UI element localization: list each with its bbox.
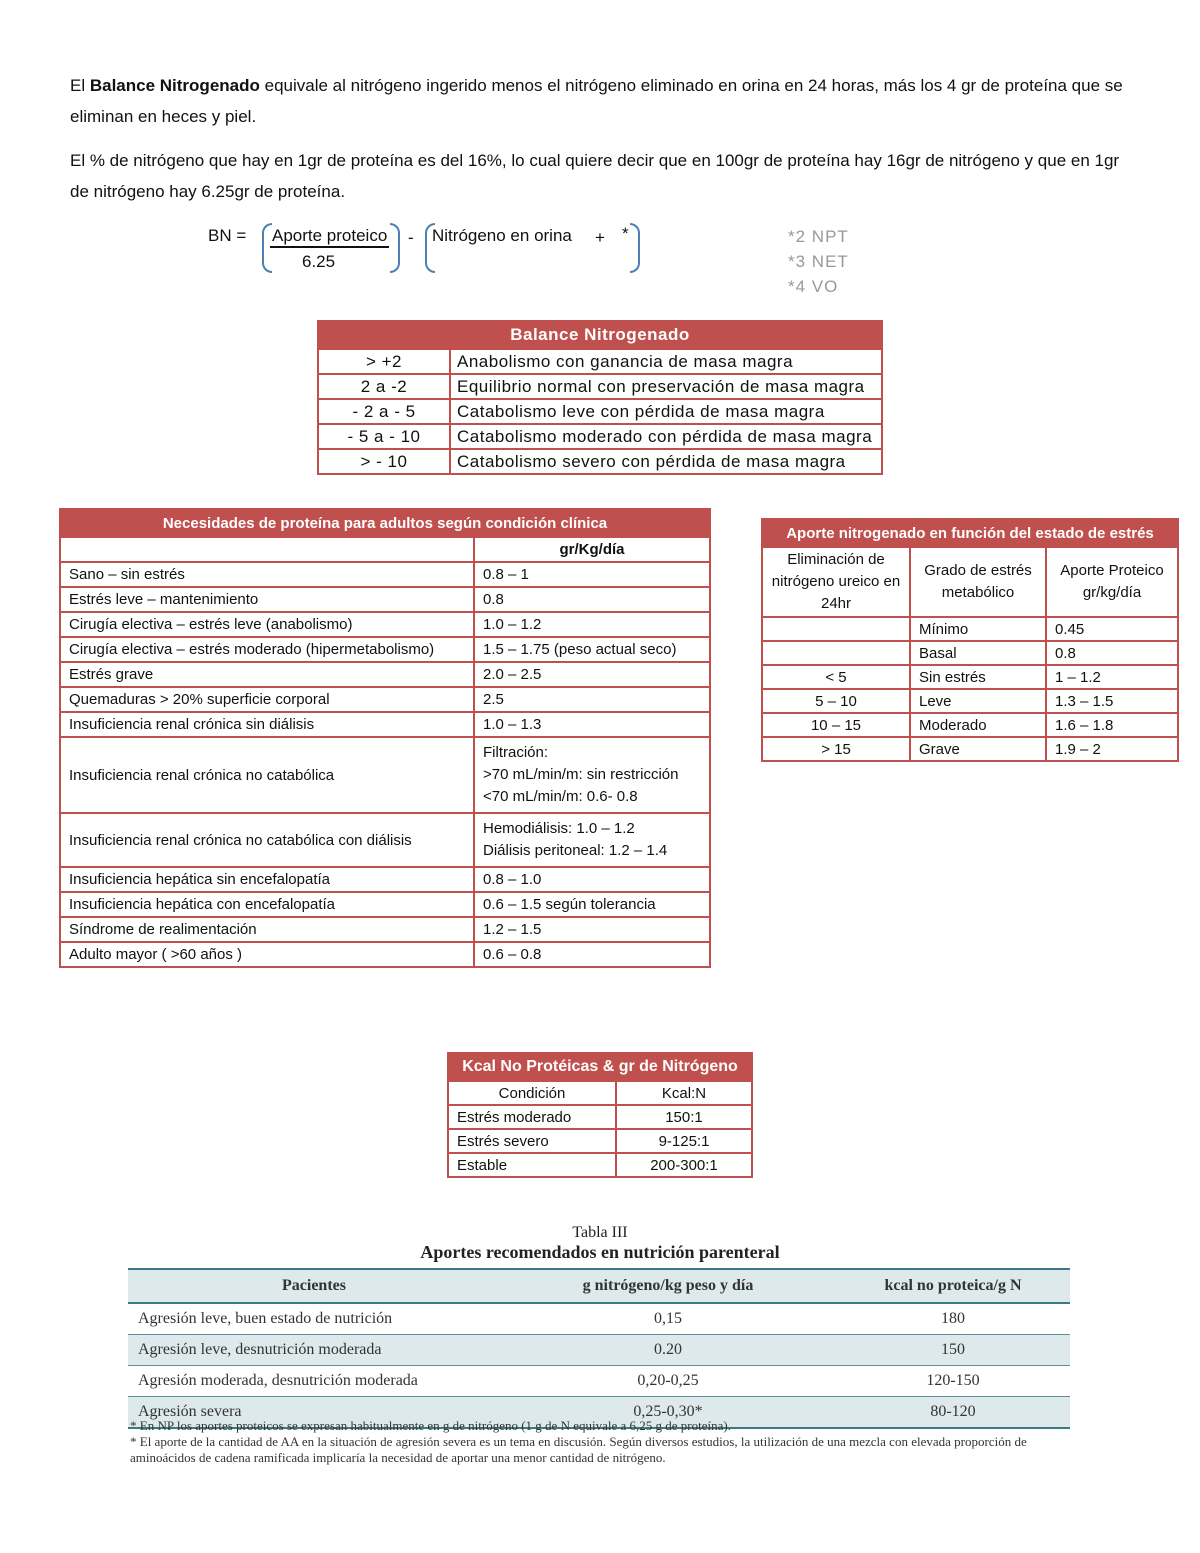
value-cell: 2.5	[474, 687, 710, 712]
nitrogen-cell: 0,20-0,25	[500, 1366, 836, 1397]
kcal-header-ratio: Kcal:N	[616, 1081, 752, 1105]
protein-cell: 1.6 – 1.8	[1046, 713, 1178, 737]
note-net: *3 NET	[788, 252, 849, 271]
formula-plus: +	[595, 228, 605, 247]
table-row	[448, 1105, 752, 1129]
stress-header-elim: Eliminación de nitrógeno ureico en 24hr	[762, 547, 910, 617]
condition-cell: Cirugía electiva – estrés moderado (hipermetabolismo)	[60, 637, 474, 662]
intro-paragraph-1	[70, 70, 1130, 132]
condition-cell: Insuficiencia renal crónica no catabólica	[60, 737, 474, 813]
elim-cell: > 15	[762, 737, 910, 761]
value-cell: 0.6 – 0.8	[474, 942, 710, 967]
formula-numerator: Aporte proteico	[270, 226, 389, 248]
intro-paragraph-2: El % de nitrógeno que hay en 1gr de proteína es del 16%, lo cual quiere decir que en 100gr de proteína hay 16gr de nitrógeno y que en 1gr de nitrógeno hay 6.25gr de proteína.	[70, 151, 1120, 201]
condition-cell: Adulto mayor ( >60 años )	[60, 942, 474, 967]
table-row	[60, 892, 710, 917]
kcal-condition: Estrés severo	[448, 1129, 616, 1153]
balance-desc: Catabolismo severo con pérdida de masa magra	[450, 449, 882, 474]
intro-rest: equivale al nitrógeno ingerido menos el nitrógeno eliminado en orina en 24 horas, más los 4 gr de proteína que se eliminan en heces y piel.	[70, 76, 1123, 126]
table-row	[128, 1303, 1070, 1335]
patient-cell: Agresión leve, desnutrición moderada	[128, 1335, 500, 1366]
table-row	[60, 737, 710, 813]
value-cell: 1.0 – 1.3	[474, 712, 710, 737]
condition-cell: Cirugía electiva – estrés leve (anabolismo)	[60, 612, 474, 637]
table-row	[60, 942, 710, 967]
stress-table-title: Aporte nitrogenado en función del estado de estrés	[762, 519, 1178, 547]
table-row	[60, 662, 710, 687]
table-row	[60, 587, 710, 612]
table-row	[318, 399, 882, 424]
table-row	[60, 813, 710, 867]
condition-cell: Síndrome de realimentación	[60, 917, 474, 942]
table-row	[762, 665, 1178, 689]
balance-desc: Equilibrio normal con preservación de masa magra	[450, 374, 882, 399]
protein-header-blank	[60, 537, 474, 562]
table-row	[128, 1366, 1070, 1397]
grade-cell: Mínimo	[910, 617, 1046, 641]
protein-col-header: gr/Kg/día	[474, 537, 710, 562]
value-cell: 0.6 – 1.5 según tolerancia	[474, 892, 710, 917]
grade-cell: Sin estrés	[910, 665, 1046, 689]
condition-cell: Estrés grave	[60, 662, 474, 687]
condition-cell: Insuficiencia renal crónica no catabólica con diálisis	[60, 813, 474, 867]
protein-cell: 0.45	[1046, 617, 1178, 641]
protein-needs-table	[59, 508, 711, 968]
kcal-ratio: 9-125:1	[616, 1129, 752, 1153]
value-cell	[474, 737, 710, 813]
balance-range: > +2	[318, 349, 450, 374]
balance-range: - 5 a - 10	[318, 424, 450, 449]
stress-table	[761, 518, 1179, 762]
elim-cell: 5 – 10	[762, 689, 910, 713]
table-row	[60, 867, 710, 892]
grade-cell: Leve	[910, 689, 1046, 713]
table-row	[318, 349, 882, 374]
condition-cell: Estrés leve – mantenimiento	[60, 587, 474, 612]
right-brace	[390, 223, 400, 273]
table-row	[762, 689, 1178, 713]
balance-desc: Catabolismo moderado con pérdida de masa magra	[450, 424, 882, 449]
grade-cell: Basal	[910, 641, 1046, 665]
tabla3-header-patients: Pacientes	[128, 1269, 500, 1303]
value-line: Diálisis peritoneal: 1.2 – 1.4	[483, 842, 668, 859]
protein-cell: 0.8	[1046, 641, 1178, 665]
formula-second-term: Nitrógeno en orina	[432, 226, 572, 245]
kcal-table-title: Kcal No Protéicas & gr de Nitrógeno	[448, 1053, 752, 1081]
nitrogen-cell: 0,25-0,30*	[500, 1397, 836, 1429]
kcal-cell: 150	[836, 1335, 1070, 1366]
formula-notes	[788, 224, 849, 299]
tabla3-title: Aportes recomendados en nutrición parenteral	[420, 1242, 780, 1262]
kcal-condition: Estable	[448, 1153, 616, 1177]
elim-cell	[762, 641, 910, 665]
value-cell: 0.8	[474, 587, 710, 612]
table-row	[318, 374, 882, 399]
formula-minus: -	[408, 228, 414, 247]
kcal-cell: 180	[836, 1303, 1070, 1335]
balance-desc: Anabolismo con ganancia de masa magra	[450, 349, 882, 374]
right-brace-2	[630, 223, 640, 273]
table-row	[448, 1153, 752, 1177]
table-row	[60, 637, 710, 662]
table-row	[448, 1129, 752, 1153]
condition-cell: Insuficiencia hepática con encefalopatía	[60, 892, 474, 917]
tabla3-header-nitrogen: g nitrógeno/kg peso y día	[500, 1269, 836, 1303]
value-cell: 0.8 – 1.0	[474, 867, 710, 892]
nitrogen-cell: 0.20	[500, 1335, 836, 1366]
grade-cell: Moderado	[910, 713, 1046, 737]
nitrogen-cell: 0,15	[500, 1303, 836, 1335]
protein-cell: 1.9 – 2	[1046, 737, 1178, 761]
elim-cell	[762, 617, 910, 641]
grade-cell: Grave	[910, 737, 1046, 761]
kcal-ratio: 150:1	[616, 1105, 752, 1129]
stress-header-grade: Grado de estrés metabólico	[910, 547, 1046, 617]
footnote: * El aporte de la cantidad de AA en la situación de agresión severa es un tema en discusión. Según diversos estudios, la utilización de una mezcla con elevada proporción de aminoácidos de cadena ramificada implicaría la necesidad de aportar una menor cantidad de nitrógeno.	[130, 1434, 1027, 1465]
condition-cell: Sano – sin estrés	[60, 562, 474, 587]
table-row	[762, 641, 1178, 665]
tabla3-header-kcal: kcal no proteica/g N	[836, 1269, 1070, 1303]
formula-lhs: BN =	[208, 226, 247, 245]
protein-cell: 1.3 – 1.5	[1046, 689, 1178, 713]
table-row	[60, 687, 710, 712]
balance-range: > - 10	[318, 449, 450, 474]
kcal-table	[447, 1052, 753, 1178]
value-line: <70 mL/min/m: 0.6- 0.8	[483, 788, 638, 805]
kcal-cell: 120-150	[836, 1366, 1070, 1397]
table-row	[762, 737, 1178, 761]
value-line: >70 mL/min/m: sin restricción	[483, 766, 679, 783]
kcal-cell: 80-120	[836, 1397, 1070, 1429]
patient-cell: Agresión severa	[128, 1397, 500, 1429]
protein-table-title: Necesidades de proteína para adultos según condición clínica	[60, 509, 710, 537]
formula-denominator: 6.25	[302, 252, 336, 271]
balance-range: 2 a -2	[318, 374, 450, 399]
table-row	[762, 617, 1178, 641]
footnote: * En NP los aportes proteicos se expresan habitualmente en g de nitrógeno (1 g de N equivale a 6,25 g de proteína).	[130, 1418, 731, 1433]
value-cell: 0.8 – 1	[474, 562, 710, 587]
elim-cell: < 5	[762, 665, 910, 689]
formula-star: *	[622, 224, 629, 243]
protein-cell: 1 – 1.2	[1046, 665, 1178, 689]
value-line: Filtración:	[483, 744, 549, 761]
tabla3-table	[128, 1268, 1070, 1429]
kcal-header-condition: Condición	[448, 1081, 616, 1105]
balance-table	[317, 320, 883, 475]
tabla3-label: Tabla III	[572, 1224, 628, 1241]
table-row	[60, 712, 710, 737]
condition-cell: Quemaduras > 20% superficie corporal	[60, 687, 474, 712]
value-line: Hemodiálisis: 1.0 – 1.2	[483, 820, 635, 837]
tabla3-footnotes	[130, 1418, 1070, 1466]
value-cell: 1.5 – 1.75 (peso actual seco)	[474, 637, 710, 662]
stress-header-protein: Aporte Proteico gr/kg/día	[1046, 547, 1178, 617]
note-npt: *2 NPT	[788, 227, 849, 246]
balance-table-title: Balance Nitrogenado	[318, 321, 882, 349]
elim-cell: 10 – 15	[762, 713, 910, 737]
value-cell: 1.2 – 1.5	[474, 917, 710, 942]
kcal-condition: Estrés moderado	[448, 1105, 616, 1129]
note-vo: *4 VO	[788, 277, 839, 296]
table-row	[60, 562, 710, 587]
patient-cell: Agresión moderada, desnutrición moderada	[128, 1366, 500, 1397]
balance-range: - 2 a - 5	[318, 399, 450, 424]
intro-prefix: El	[70, 76, 90, 95]
table-row	[60, 612, 710, 637]
intro-bold-term: Balance Nitrogenado	[89, 76, 260, 95]
table-row	[60, 917, 710, 942]
kcal-ratio: 200-300:1	[616, 1153, 752, 1177]
condition-cell: Insuficiencia renal crónica sin diálisis	[60, 712, 474, 737]
value-cell	[474, 813, 710, 867]
value-cell: 1.0 – 1.2	[474, 612, 710, 637]
table-row	[318, 424, 882, 449]
condition-cell: Insuficiencia hepática sin encefalopatía	[60, 867, 474, 892]
patient-cell: Agresión leve, buen estado de nutrición	[128, 1303, 500, 1335]
value-cell: 2.0 – 2.5	[474, 662, 710, 687]
table-row	[128, 1335, 1070, 1366]
balance-desc: Catabolismo leve con pérdida de masa magra	[450, 399, 882, 424]
table-row	[762, 713, 1178, 737]
table-row	[318, 449, 882, 474]
